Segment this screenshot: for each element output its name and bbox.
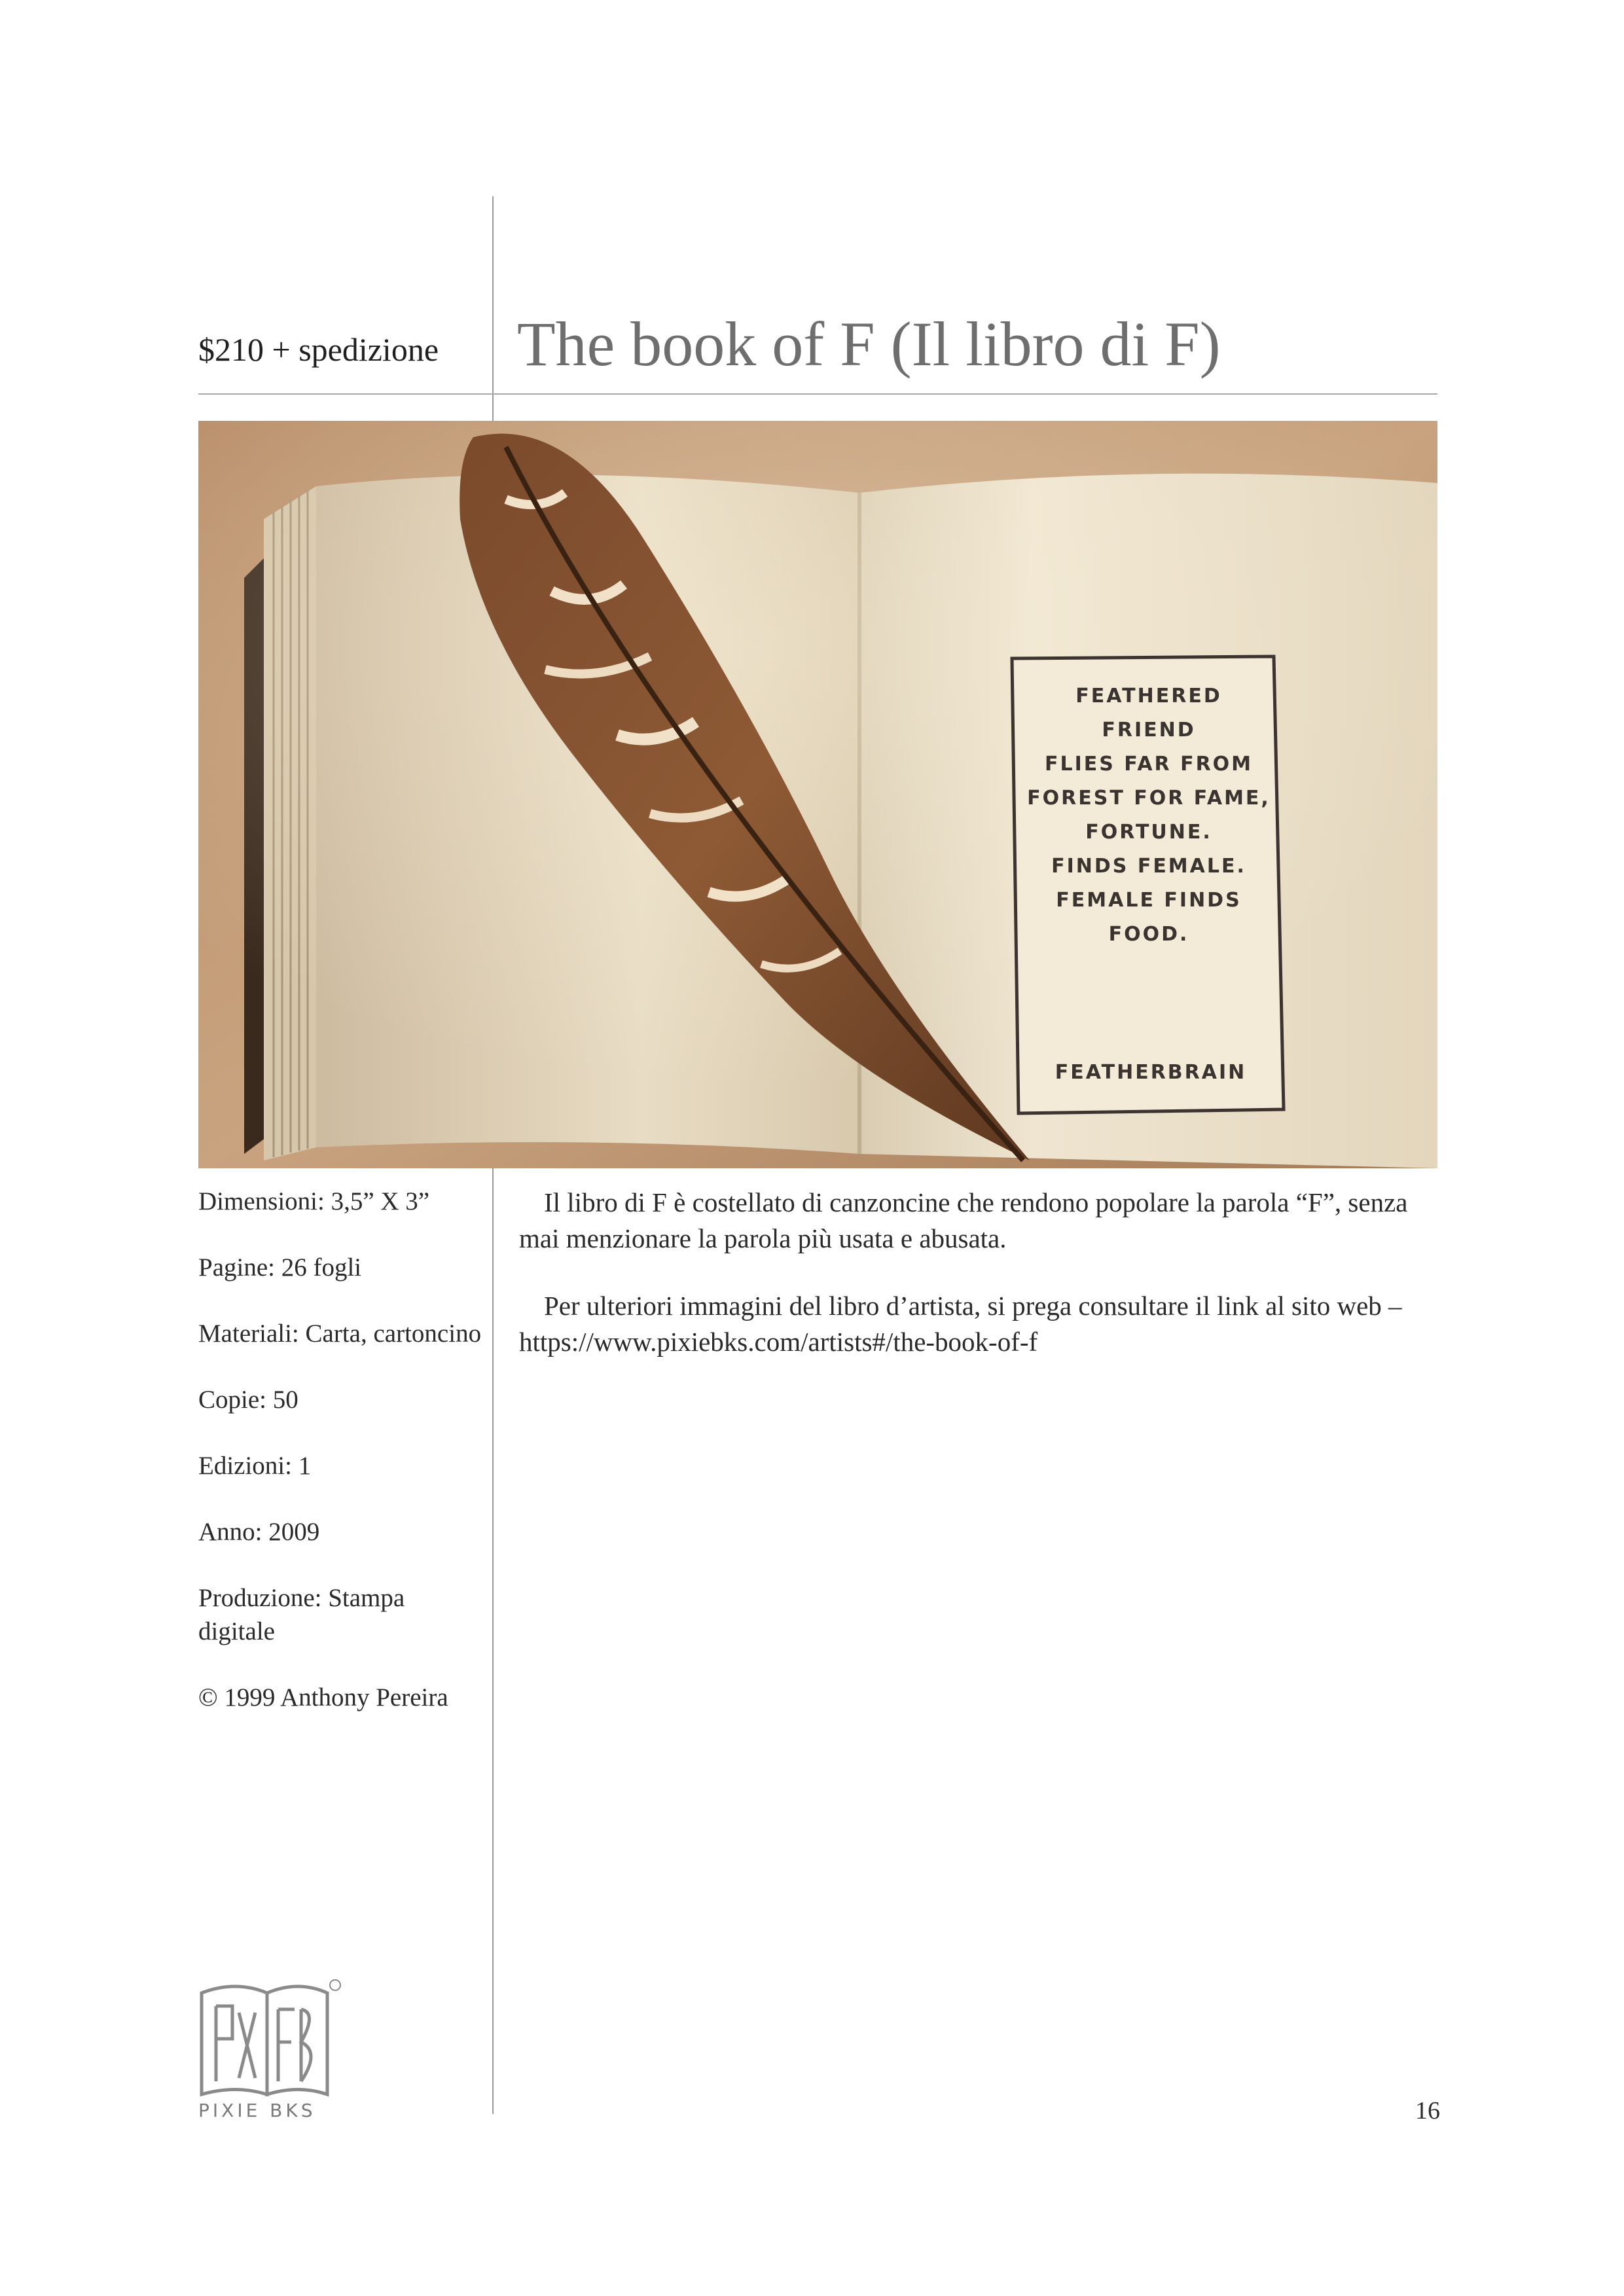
spec-pages: Pagine: 26 fogli [198,1253,362,1282]
page-title: The book of F (Il libro di F) [517,309,1221,379]
poem-line: FOOD. [1108,923,1189,946]
spec-editions: Edizioni: 1 [198,1452,312,1480]
spec-materials: Materiali: Carta, cartoncino [198,1319,482,1348]
spec-copyright: © 1999 Anthony Pereira [198,1683,448,1712]
spec-copies: Copie: 50 [198,1386,298,1414]
poem-line: FEATHERED [1075,685,1222,708]
description-paragraph: Il libro di F è costellato di canzoncine che rendono popolare la parola “F”, senza mai menzionare la parola più usata e abusata. [519,1187,1408,1253]
spec-year: Anno: 2009 [198,1518,320,1546]
description-paragraph: Per ulteriori immagini del libro d’artista, si prega consultare il link al sito web – https://www.pixiebks.com/artists#/the-book-of-f [519,1291,1402,1357]
poem-line: FLIES FAR FROM [1044,753,1254,776]
poem-line: FORTUNE. [1085,821,1212,844]
spec-production: Produzione: Stampa digitale [198,1584,405,1645]
book-photo [198,421,1437,1168]
poem-title: FEATHERBRAIN [1055,1061,1247,1084]
poem-line: FOREST FOR FAME, [1027,787,1271,810]
logo-label: PIXIE BKS [198,2100,316,2121]
price-label: $210 + spedizione [198,331,439,368]
header-rule [198,393,1437,395]
poem-line: FINDS FEMALE. [1051,855,1246,878]
spec-dimensions: Dimensioni: 3,5” X 3” [198,1187,430,1215]
poem-line: FEMALE FINDS [1056,889,1242,912]
poem-line: FRIEND [1102,719,1196,742]
description [519,1185,1439,1391]
poem-box [1012,656,1284,1113]
page-number: 16 [1415,2097,1440,2125]
specs-list [198,1185,486,1747]
